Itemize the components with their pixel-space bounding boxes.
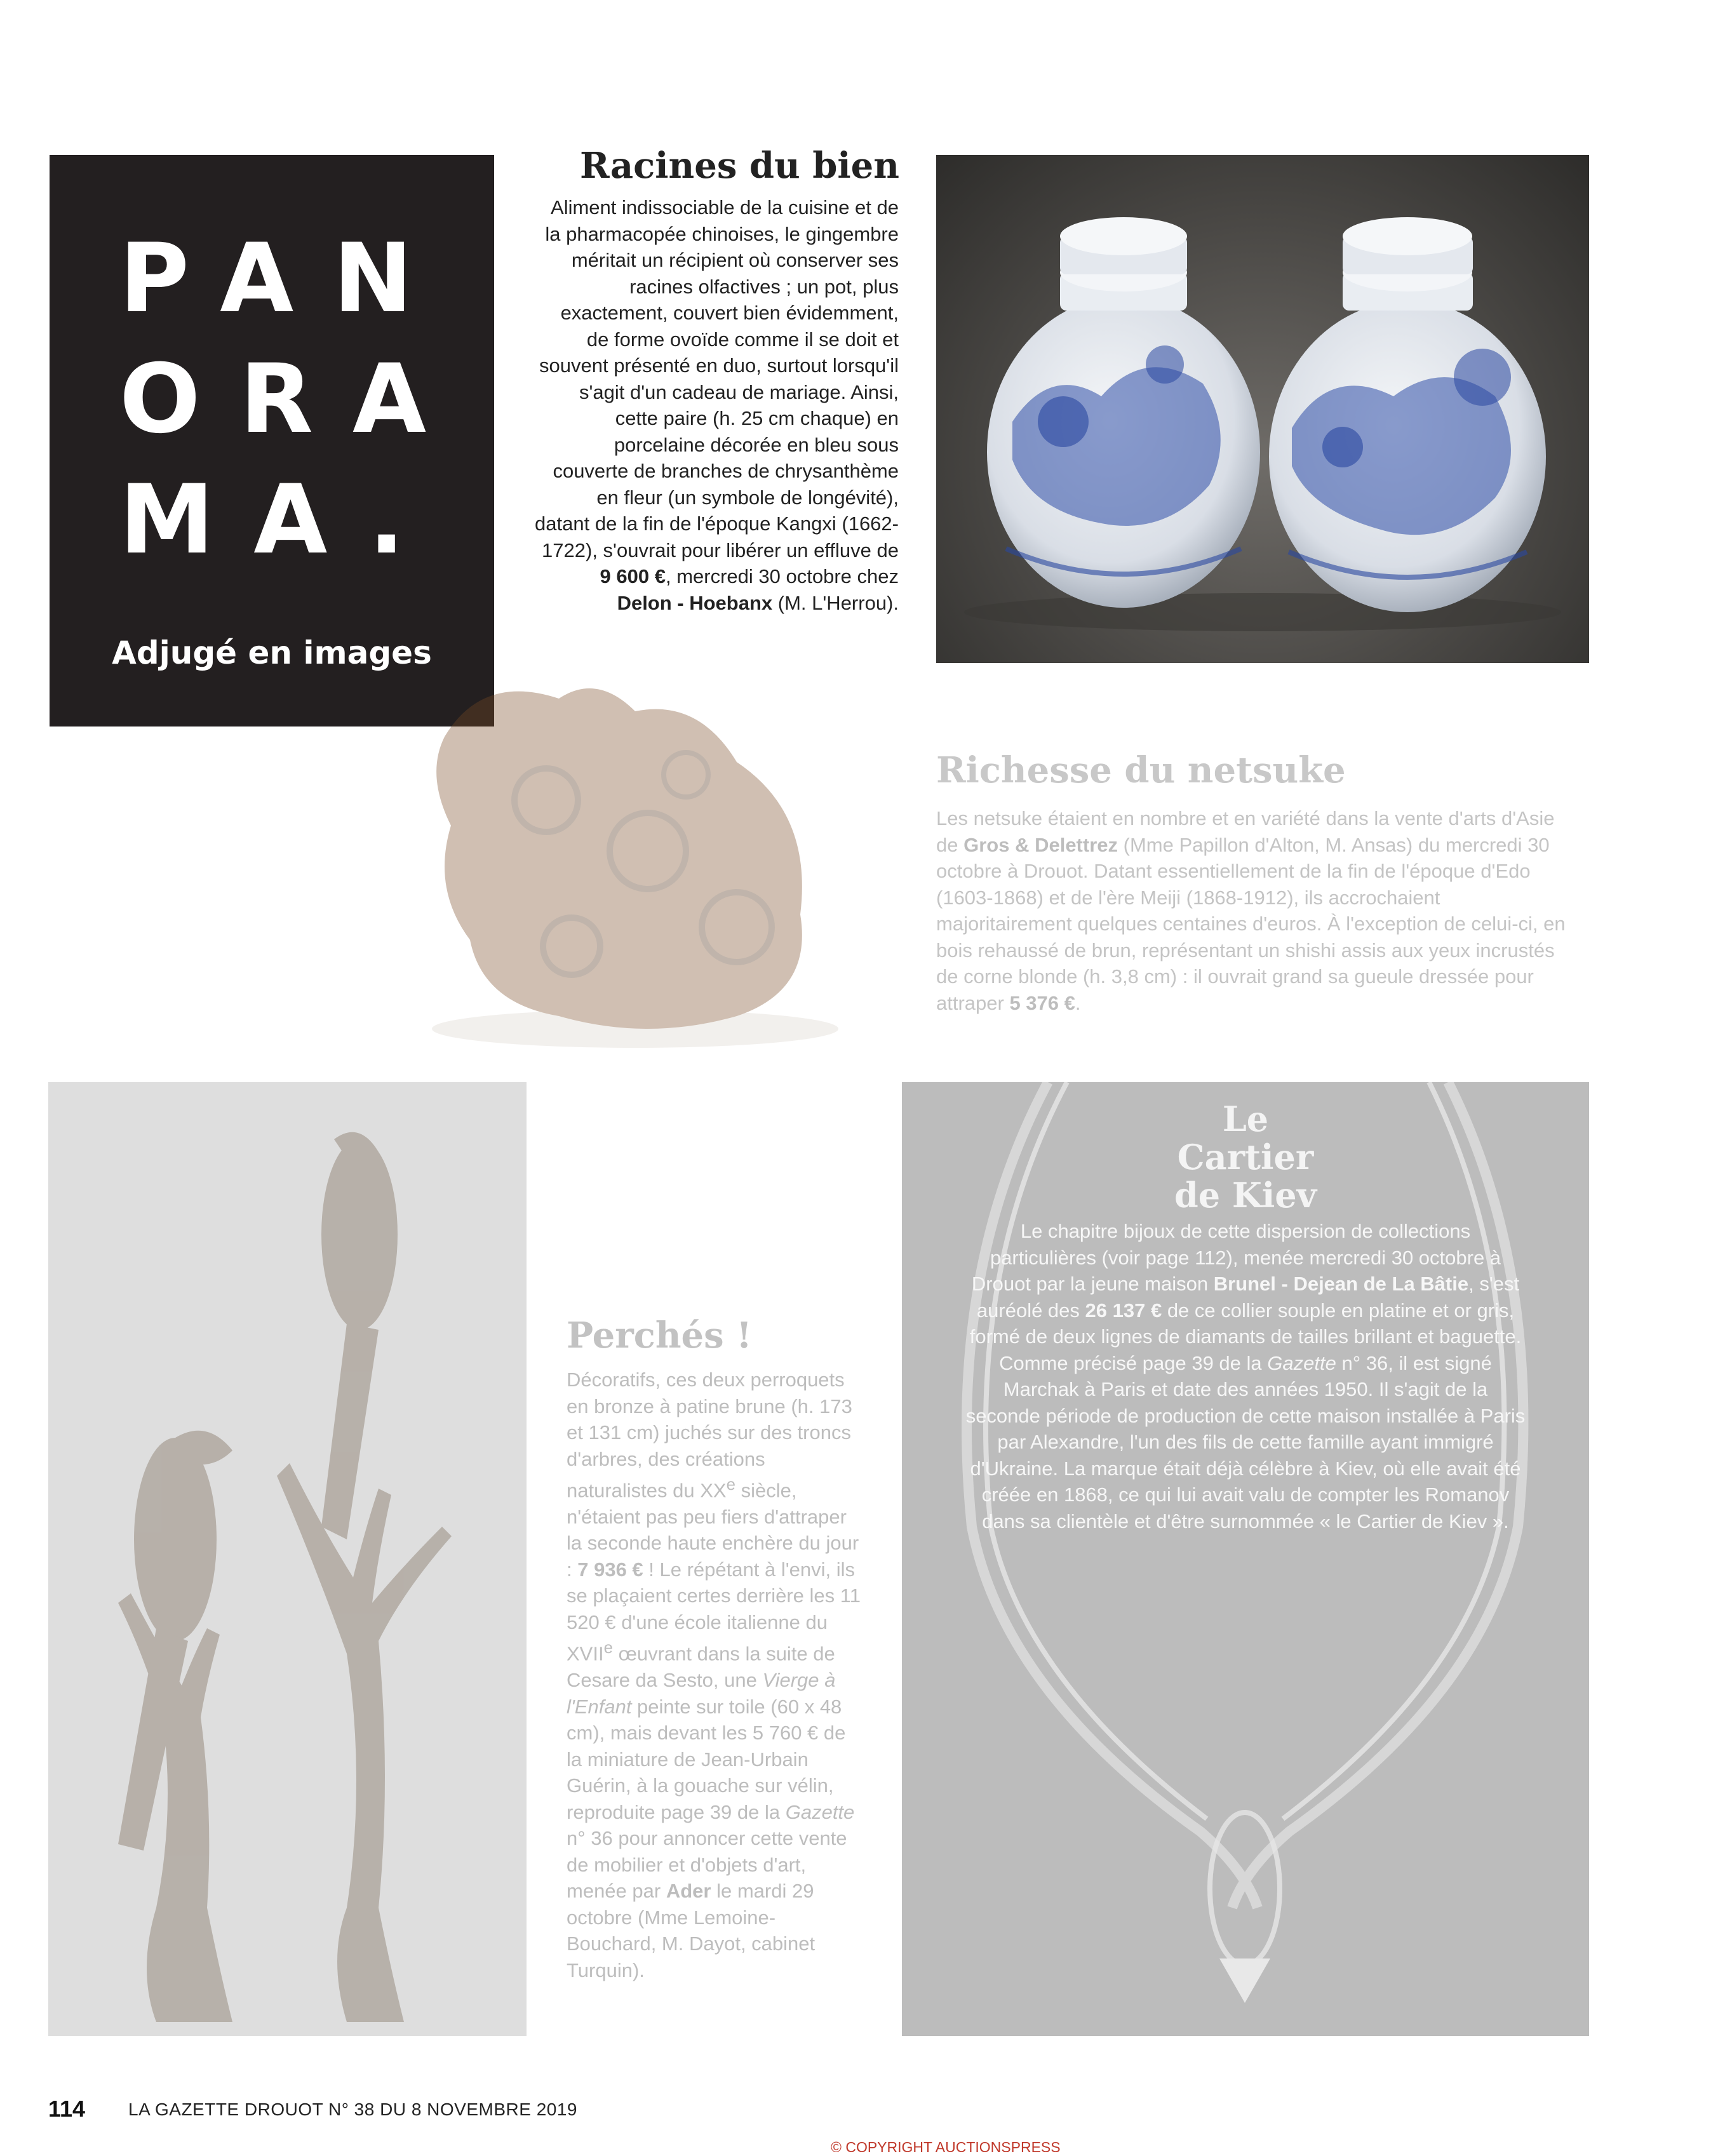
racines-line: racines olfactives ; un pot, plus — [629, 275, 899, 298]
perches-text: œuvrant dans la suite de Cesare da Sesto, une — [567, 1642, 835, 1692]
kiev-price: 26 137 € — [1085, 1299, 1162, 1322]
racines-line: s'agit d'un cadeau de mariage. Ainsi, — [579, 380, 899, 403]
racines-price: 9 600 € — [600, 565, 666, 587]
kiev-title-line: de Kiev — [1174, 1175, 1317, 1215]
netsuke-text: . — [1075, 991, 1081, 1014]
kiev-body — [965, 1218, 1526, 1534]
racines-text: (M. L'Herrou). — [772, 591, 899, 614]
ginger-jars-photo — [936, 155, 1589, 663]
perches-italic: Vierge à l'Enfant — [567, 1669, 836, 1718]
necklace-panel — [902, 1082, 1589, 2036]
racines-line: en fleur (un symbole de longévité), — [596, 486, 899, 509]
perches-house: Ader — [666, 1880, 711, 1903]
racines-line: 1722), s'ouvrait pour libérer un effluve de — [542, 539, 899, 561]
perches-text: n° 36 pour annoncer cette vente de mobilier et d'objets d'art, menée par — [567, 1827, 847, 1903]
netsuke-text: Les netsuke étaient en nombre et en variété dans la vente d'arts d'Asie de — [936, 807, 1555, 856]
racines-line: la pharmacopée chinoises, le gingembre — [545, 222, 899, 245]
racines-line: exactement, couvert bien évidemment, — [560, 302, 899, 324]
perches-text: ! Le répétant à l'envi, ils se plaçaient certes derrière les 11 520 € d'une école italienne du XVII — [567, 1558, 861, 1665]
racines-text: , mercredi 30 octobre chez — [665, 565, 899, 587]
racines-house: Delon - Hoebanx — [617, 591, 773, 614]
perches-italic: Gazette — [785, 1800, 855, 1823]
racines-line: datant de la fin de l'époque Kangxi (1662- — [535, 512, 899, 535]
netsuke-photo — [406, 660, 864, 1061]
kiev-title-line: Le — [1222, 1099, 1269, 1139]
racines-line: cette paire (h. 25 cm chaque) en — [615, 407, 899, 429]
racines-line — [508, 590, 899, 617]
ginger-jars-illustration — [936, 155, 1589, 663]
racines-line: porcelaine décorée en bleu sous — [614, 433, 899, 456]
kiev-house: Brunel - Dejean de La Bâtie — [1213, 1273, 1469, 1295]
netsuke-text: (Mme Papillon d'Alton, M. Ansas) du mercredi 30 octobre à Drouot. Datant essentiellement de la fin de l'époque d'Edo (1603-1868) et de l'ère Meiji (1868-1912), ils accrochaient majoritairement quelques centaines d'euros. À l'exception de celui-ci, en bois rehaussé de brun, représentant un shishi assis aux yeux incrustés de corne blonde (h. 3,8 cm) : il ouvrait grand sa gueule dressée pour attraper — [936, 833, 1566, 1014]
panorama-block — [50, 155, 494, 726]
copyright-notice: © COPYRIGHT AUCTIONSPRESS — [831, 2139, 1061, 2155]
racines-line: Aliment indissociable de la cuisine et de — [551, 196, 899, 218]
kiev-title-line: Cartier — [1177, 1137, 1314, 1177]
racines-line: couverte de branches de chrysanthème — [553, 460, 899, 482]
racines-body — [508, 194, 899, 616]
kiev-title — [902, 1100, 1589, 1214]
perches-sup: e — [726, 1476, 735, 1494]
panorama-line-2: ORA — [119, 344, 466, 455]
panorama-line-3: MA. — [119, 465, 445, 575]
perches-price: 7 936 € — [577, 1558, 643, 1581]
perches-text: le mardi 29 octobre (Mme Lemoine-Bouchard, M. Dayot, cabinet Turquin). — [567, 1880, 816, 1981]
kiev-italic: Gazette — [1267, 1351, 1336, 1374]
perches-text: siècle, n'étaient pas peu fiers d'attraper la seconde haute enchère du jour : — [567, 1479, 859, 1581]
perches-body — [567, 1367, 865, 1983]
netsuke-illustration — [406, 660, 864, 1061]
perches-sup: e — [603, 1639, 613, 1657]
panorama-subtitle: Adjugé en images — [112, 634, 432, 671]
parrots-illustration — [48, 1082, 527, 2036]
perches-text: peinte sur toile (60 x 48 cm), mais devant les 5 760 € de la miniature de Jean-Urbain Guérin, à la gouache sur vélin, reproduite page 39 de la — [567, 1695, 846, 1823]
kiev-text: de ce collier souple en platine et or gris, formé de deux lignes de diamants de tailles brillant et baguette. Comme précisé page 39 de la — [969, 1299, 1522, 1374]
racines-line: méritait un récipient où conserver ses — [571, 249, 899, 271]
page-number: 114 — [48, 2096, 86, 2122]
netsuke-title: Richesse du netsuke — [936, 749, 1346, 791]
racines-line — [508, 563, 899, 590]
perches-title: Perchés ! — [567, 1315, 752, 1356]
kiev-text: , s'est auréolé des — [976, 1273, 1520, 1322]
netsuke-body — [936, 805, 1578, 1016]
racines-title: Racines du bien — [580, 145, 899, 187]
parrots-photo — [48, 1082, 527, 2036]
racines-line: de forme ovoïde comme il se doit et — [586, 328, 899, 351]
kiev-text: n° 36, il est signé Marchak à Paris et date des années 1950. Il s'agit de la seconde période de production de cette maison installée à Paris par Alexandre, l'un des fils de cette famille ayant immigré d'Ukraine. La marque était déjà célèbre à Kiev, où elle avait été créée en 1868, ce qui lui avait valu de compter les Romanov dans sa clientèle et d'être surnommée « le Cartier de Kiev ». — [965, 1351, 1526, 1532]
perches-text: Décoratifs, ces deux perroquets en bronze à patine brune (h. 173 et 131 cm) juchés sur des troncs d'arbres, des créations naturalistes du XX — [567, 1369, 852, 1502]
racines-line: souvent présenté en duo, surtout lorsqu'il — [539, 354, 899, 377]
publication-line: LA GAZETTE DROUOT N° 38 DU 8 NOVEMBRE 2019 — [128, 2099, 577, 2119]
netsuke-price: 5 376 € — [1009, 991, 1075, 1014]
panorama-line-1: PAN — [119, 224, 452, 334]
kiev-text: Le chapitre bijoux de cette dispersion de collections particulières (voir page 112), menée mercredi 30 octobre à Drouot par la jeune maison — [971, 1220, 1501, 1295]
netsuke-house: Gros & Delettrez — [963, 833, 1118, 856]
